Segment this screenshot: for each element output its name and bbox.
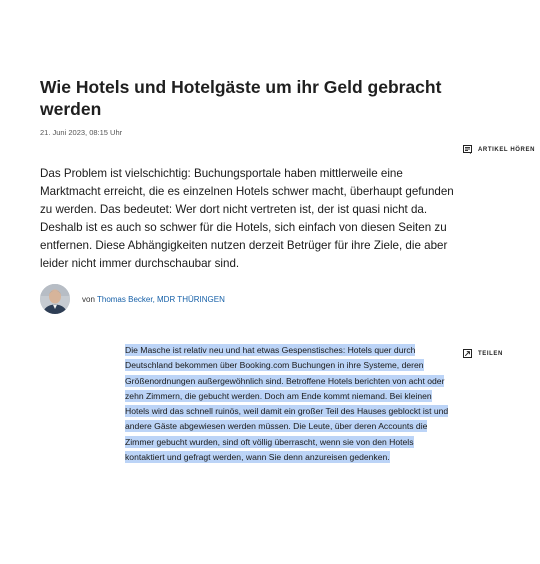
share-button[interactable]	[463, 349, 503, 358]
article-teaser: Das Problem ist vielschichtig: Buchungsportale haben mittlerweile eine Marktmacht erreicht, die es einzelnen Hotels schwer macht, überhaupt gefunden zu werden. Das bedeutet: Wer dort nicht vertreten ist, der ist quasi nicht da. Deshalb ist es auch so schwer für die Hotels, sich einfach von diesen Seiten zu entfernen. Diese Abhängigkeiten nutzen derzeit Betrüger für ihre Ziele, die aber leider nicht immer durchschaubar sind.	[40, 167, 454, 270]
share-label: TEILEN	[478, 350, 503, 357]
article-date: 21. Juni 2023, 08:15 Uhr	[40, 128, 123, 137]
audio-article-icon	[463, 145, 472, 154]
share-icon	[463, 349, 472, 358]
article-body-paragraph	[125, 343, 450, 465]
author-byline	[40, 284, 225, 314]
article-title: Wie Hotels und Hotelgäste um ihr Geld gebracht werden	[40, 77, 442, 119]
selected-text-highlight: Die Masche ist relativ neu und hat etwas Gespenstisches: Hotels quer durch Deutschland bekommen über Booking.com Buchungen in ihre Systeme, deren Größenordnungen außergewöhnlich sind. Betroffene Hotels berichten von acht oder zehn Zimmern, die gebucht werden. Doch am Ende kommt niemand. Bei kleinen Hotels wird das schnell ruinös, weil damit ein großer Teil des Hauses geblockt ist und andere Gäste abgewiesen werden müssen. Die Leute, über deren Accounts die Zimmer gebucht wurden, sind oft völlig überrascht, wenn sie von den Hotels kontaktiert und gefragt werden, wann Sie denn anzureisen gedenken.	[125, 345, 449, 463]
author-avatar	[40, 284, 70, 314]
listen-article-button[interactable]	[463, 145, 535, 154]
author-link[interactable]: Thomas Becker, MDR THÜRINGEN	[96, 294, 225, 304]
listen-article-label: ARTIKEL HÖREN	[478, 146, 536, 153]
author-prefix: von	[82, 294, 95, 304]
